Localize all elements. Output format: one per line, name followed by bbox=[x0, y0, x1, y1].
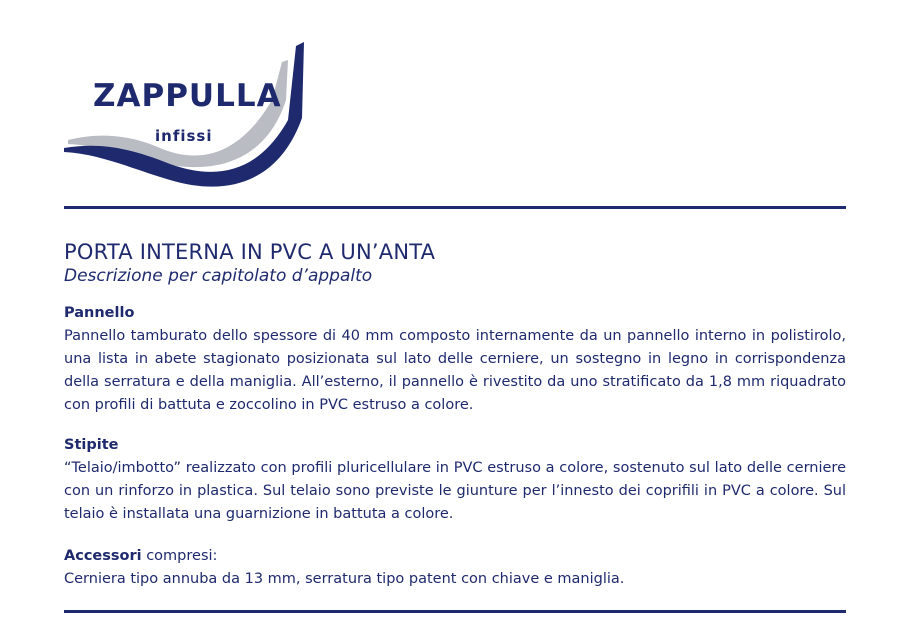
document-title: PORTA INTERNA IN PVC A UN’ANTA bbox=[64, 240, 436, 264]
section-body: “Telaio/imbotto” realizzato con profili pluricellulare in PVC estruso a colore, sostenuto sul lato delle cerniere con un rinforzo in plastica. Sul telaio sono previste le giunture per l’innesto dei coprifili in PVC a colore. Sul telaio è installata una guarnizione in battuta a colore. bbox=[64, 460, 846, 522]
logo-wave-graphic bbox=[60, 40, 310, 190]
company-logo bbox=[60, 40, 310, 190]
section-heading: Pannello bbox=[64, 305, 135, 321]
logo-tagline: infissi bbox=[155, 127, 213, 145]
section-body: Pannello tamburato dello spessore di 40 mm composto internamente da un pannello interno in polistirolo, una lista in abete stagionato posizionata sul lato delle cerniere, un sostegno in legno in corrispondenza della serratura e della maniglia. All’esterno, il pannello è rivestito da uno stratificato da 1,8 mm riquadrato con profili di battuta e zoccolino in PVC estruso a colore. bbox=[64, 328, 846, 413]
logo-wordmark: ZAPPULLA bbox=[93, 78, 282, 114]
section-accessori bbox=[64, 545, 846, 591]
section-heading-suffix: compresi: bbox=[141, 548, 218, 564]
section-pannello bbox=[64, 302, 846, 417]
header-divider bbox=[64, 206, 846, 209]
section-heading-label: Accessori bbox=[64, 548, 142, 564]
section-body: Cerniera tipo annuba da 13 mm, serratura tipo patent con chiave e maniglia. bbox=[64, 571, 625, 587]
section-stipite bbox=[64, 434, 846, 526]
section-heading: Stipite bbox=[64, 437, 119, 453]
document-subtitle: Descrizione per capitolato d’appalto bbox=[64, 266, 373, 286]
footer-divider bbox=[64, 610, 846, 613]
section-heading bbox=[64, 545, 846, 568]
